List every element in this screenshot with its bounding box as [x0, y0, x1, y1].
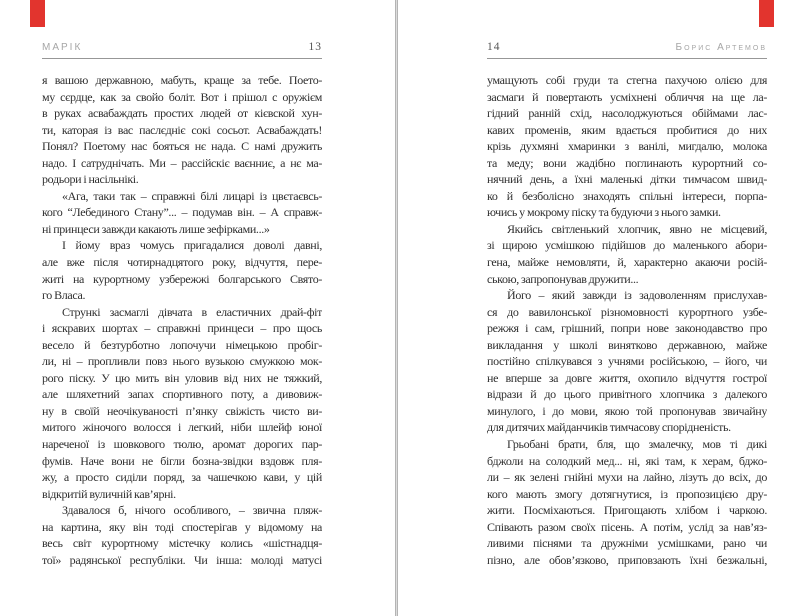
paragraph — [487, 436, 767, 568]
paragraph — [42, 304, 322, 503]
text-line: викладання у школі винятково державною, майже — [487, 337, 767, 352]
text-line: рого піску. У цю мить він уловив від них не тяжкий, — [42, 370, 322, 385]
text-line: не вперше за довге життя, охопило відчуття гострої — [487, 370, 767, 385]
text-line: але шляхетний запах спортивного поту, а дивовиж- — [42, 387, 322, 402]
paragraph — [42, 237, 322, 303]
text-line: тої» радянської республіки. Чи інша: молоді матусі — [42, 552, 322, 567]
text-line: надо. І сатруднічать. Ми – рассійскіє ваєнниє, а нє ма- — [42, 155, 322, 170]
text-line: кого мають змогу дотягнутися, із пропозицією дру- — [487, 486, 767, 501]
running-title: МАРІК — [42, 42, 83, 53]
text-line: жу, а просто сиділи поряд, за чашечкою кави, у цій — [42, 470, 322, 485]
text-line: постійно спілкувався з учнями російською, – його, чи — [487, 354, 767, 369]
text-line: І йому враз чомусь пригадалися доволі давні, — [62, 238, 322, 253]
text-line: Здавалося б, нічого особливого, – звична пляж- — [62, 503, 322, 518]
text-line: «Ага, таки так – справжні білі лицарі із цвєтаєвсь- — [62, 188, 322, 203]
text-line: нареченої із шовкового тюлю, аромат дорогих пар- — [42, 437, 322, 452]
text-line: гена, майже немовляти, й, характерно акаючи росій- — [487, 255, 767, 270]
text-line: відкритій вуличній кав’ярні. — [42, 486, 176, 501]
text-line: я вашою державною, мабуть, краще за тебе. Поето- — [42, 73, 322, 87]
text-line: Понял? Поетому нас бояться нє нада. С намі дружить — [42, 139, 322, 154]
text-line: умащують собі груди та стегна пахучою олією для — [487, 73, 767, 87]
text-line: ні принцеси завжди какають лише зефірками...» — [42, 221, 270, 236]
text-line: ся до вавилонської різномовності курортного узбе- — [487, 304, 767, 319]
text-line: Співають разом своїх пісень. А потім, услід за нав’яз- — [487, 519, 767, 534]
paragraph — [487, 221, 767, 287]
text-line: і яскравих шортах – справжні принцеси – про щось — [42, 321, 322, 336]
text-line: ською, запропонував дружити... — [487, 271, 639, 286]
text-line: ючись у мокрому піску та будуючи з нього замки. — [487, 205, 721, 220]
text-line: житі на курортному узбережжі болгарського Свято- — [42, 271, 322, 286]
page-right — [398, 0, 800, 616]
text-line: гідний ранній схід, насолоджуються обіймами лас- — [487, 106, 767, 121]
text-line: ли, ні – пропливли повз нього вузькою смужкою мок- — [42, 354, 322, 369]
text-line: му сєрдце, как за свойо боліт. Вот і прішол с оружієм — [42, 89, 322, 104]
text-line: митого жіночого волосся і легкий, ніби шлейф юної — [42, 420, 322, 435]
text-line: крізь духмяні хмаринки з ванілі, мигдалю, молока — [487, 139, 767, 154]
page-number: 14 — [487, 41, 501, 53]
text-line: жити. Посміхаються. Пригощають хлібом і чаркою. — [487, 503, 767, 518]
page-header-right — [487, 40, 767, 59]
text-line: режжя і сам, грішний, попри нове законодавство про — [487, 321, 767, 336]
text-line: але вже після чотирнадцятого року, відчуття, пере- — [42, 255, 322, 270]
text-line: нячний день, а їхні маленькі дітки тимчасом швид- — [487, 172, 767, 187]
page-left — [0, 0, 395, 616]
text-line: Якийсь світленький хлопчик, явно не місцевий, — [507, 221, 767, 236]
text-line: зі щирою усмішкою підійшов до маленького абори- — [487, 238, 767, 253]
author-running-title: Борис Артемов — [675, 42, 767, 53]
text-line: засмаги й повертають усміхнені обличчя на ще ла- — [487, 89, 767, 104]
text-line: відрази й до цього привітного хлопчика з далекого — [487, 387, 767, 402]
paragraph — [42, 72, 322, 188]
text-line: пізно, але обов’язково, приповзають їхні безжальні, — [487, 552, 767, 567]
paragraph — [42, 502, 322, 568]
text-line: на картина, яку він тоді спостерігав у відомому на — [42, 519, 322, 534]
text-line: родьори і насільнікі. — [42, 172, 139, 187]
text-line: ливими піснями та дружніми усмішками, рано чи — [487, 536, 767, 551]
text-line: в руках асвабаждать простих людей от кієвской хун- — [42, 106, 322, 121]
text-line: Грьобані брати, бля, що змалечку, мов ті дикі — [507, 437, 767, 452]
text-line: кого “Лебединого Стану”... – подумав він. – А справж- — [42, 205, 322, 220]
text-line: бджоли на солодкий мед... ні, які там, к херам, бджо- — [487, 453, 767, 468]
paragraph — [487, 287, 767, 436]
text-line: ко й безболісно знаходять спільні інтереси, порпа- — [487, 188, 767, 203]
text-line: весело й безтурботно лопочучи німецькою пробіг- — [42, 337, 322, 352]
page-body-right — [487, 72, 767, 568]
text-line: ти, каторая із вас паслєдніє сокі сосьот. Асвабаждать! — [42, 122, 322, 137]
page-number: 13 — [308, 41, 322, 53]
text-line: ну в своїй неочікуваності п’янку свіжість чисто ви- — [42, 403, 322, 418]
text-line: кавих променів, яким вдається пробитися до них — [487, 122, 767, 137]
text-line: го Власа. — [42, 288, 86, 303]
text-line: ли – як зелені гнійні мухи на лайно, лізуть до всіх, до — [487, 470, 767, 485]
text-line: для дитячих майданчиків тимчасову спорідненість. — [487, 420, 731, 435]
text-line: Стрункі засмаглі дівчата в еластичних драй-фіт — [62, 304, 322, 319]
paragraph — [42, 188, 322, 238]
text-line: Його – який завжди із задоволенням прислухав- — [507, 288, 767, 303]
page-body-left — [42, 72, 322, 568]
text-line: та меду; вони жадібно поглинають курортний со- — [487, 155, 767, 170]
page-header-left — [42, 40, 322, 59]
text-line: минулого, і до мови, якою той пропонував звичайну — [487, 403, 767, 418]
text-line: фумів. Наче вони не бігли бозна-звідки вздовж пля- — [42, 453, 322, 468]
paragraph — [487, 72, 767, 221]
text-line: весь світ курортному містечку колись «шістнадця- — [42, 536, 322, 551]
